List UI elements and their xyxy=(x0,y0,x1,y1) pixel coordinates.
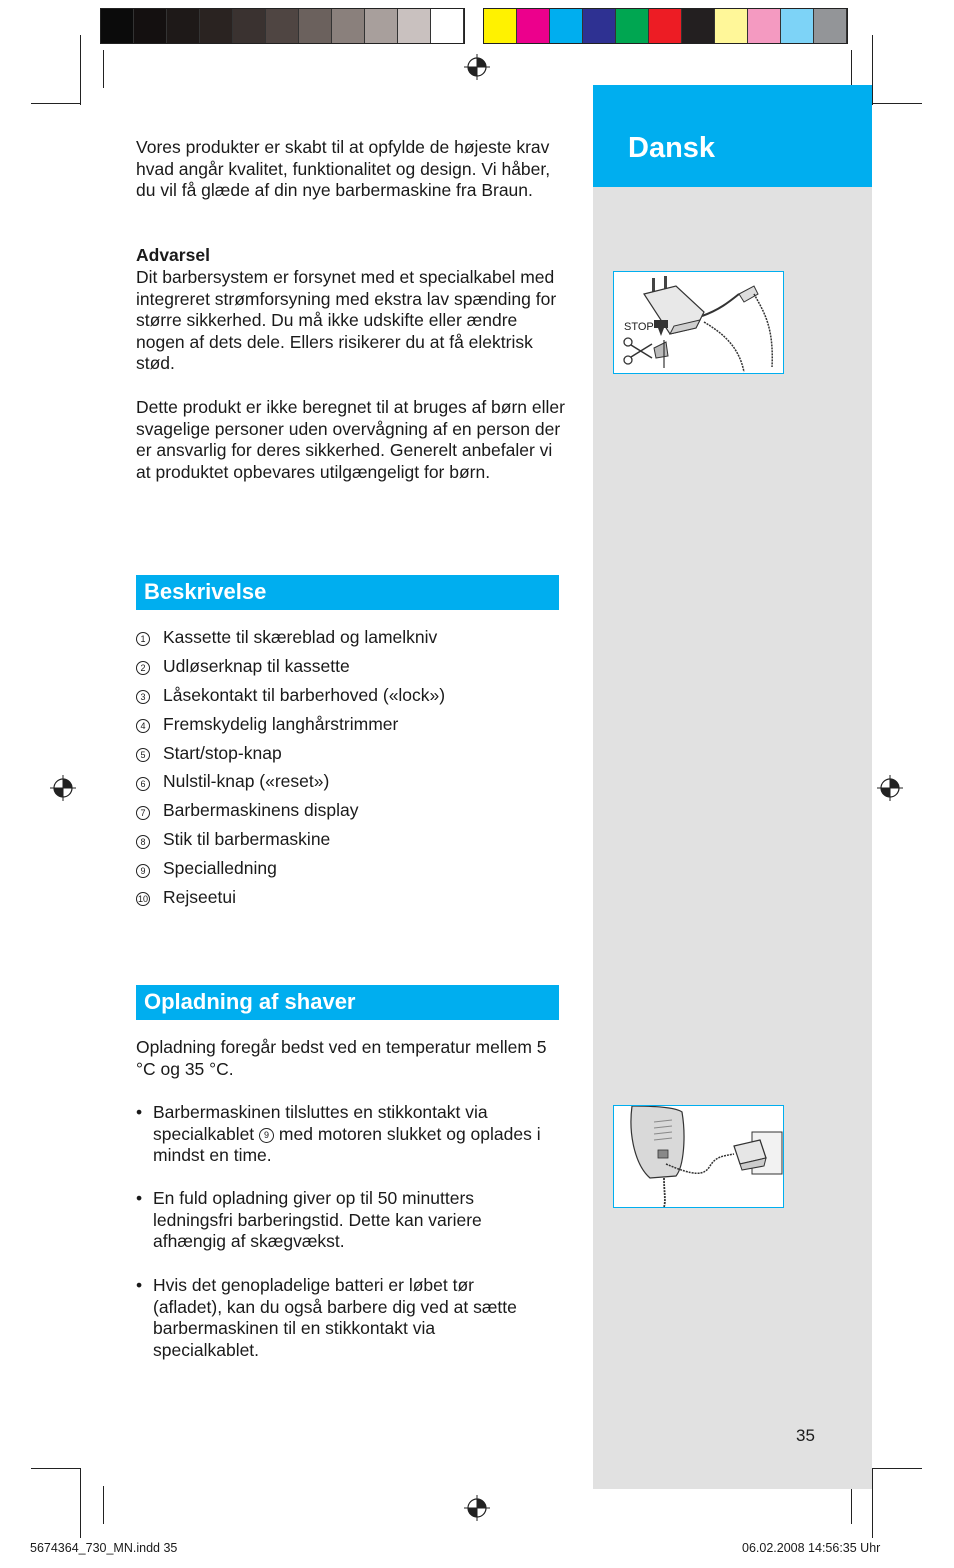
registration-mark-icon xyxy=(877,775,903,801)
part-number-circle: 4 xyxy=(136,719,150,733)
parts-list-item xyxy=(136,712,566,741)
parts-list-item xyxy=(136,769,566,798)
power-cable-warning-figure xyxy=(613,271,784,374)
language-title: Dansk xyxy=(628,132,716,164)
color-swatch xyxy=(616,9,649,43)
process-color-bar xyxy=(483,8,848,44)
charging-bullet-2 xyxy=(136,1188,566,1253)
color-swatch xyxy=(299,9,332,43)
part-number xyxy=(136,741,163,770)
color-swatch xyxy=(200,9,233,43)
registration-mark-icon xyxy=(464,54,490,80)
color-swatch xyxy=(715,9,748,43)
color-swatch xyxy=(682,9,715,43)
bullet-text: En fuld opladning giver op til 50 minutters ledningsfri barberingstid. Dette kan variere afhængig af skægvækst. xyxy=(153,1188,482,1252)
grayscale-color-bar xyxy=(100,8,465,44)
part-number-circle: 9 xyxy=(136,864,150,878)
part-number xyxy=(136,683,163,712)
crop-mark xyxy=(851,1486,852,1524)
charging-heading: Opladning af shaver xyxy=(144,989,356,1014)
reference-number: 9 xyxy=(259,1128,274,1143)
description-section-header xyxy=(136,575,559,610)
color-swatch xyxy=(583,9,616,43)
part-number-circle: 7 xyxy=(136,806,150,820)
color-swatch xyxy=(365,9,398,43)
part-label: Låsekontakt til barberhoved («lock») xyxy=(163,684,446,705)
description-heading: Beskrivelse xyxy=(144,579,267,604)
footer-timestamp: 06.02.2008 14:56:35 Uhr xyxy=(742,1541,881,1555)
parts-list-item xyxy=(136,654,566,683)
plug-cable-illustration-icon xyxy=(614,272,783,373)
part-label: Rejseetui xyxy=(163,887,236,908)
crop-mark xyxy=(103,50,104,88)
parts-list-item xyxy=(136,625,566,654)
part-number xyxy=(136,625,163,654)
part-number-circle: 10 xyxy=(137,894,148,905)
stop-label: STOP xyxy=(624,321,654,333)
part-label: Kassette til skæreblad og lamelkniv xyxy=(163,627,438,647)
charging-bullet-3 xyxy=(136,1275,566,1361)
color-swatch xyxy=(649,9,682,43)
color-swatch xyxy=(781,9,814,43)
color-swatch xyxy=(167,9,200,43)
bullet-point: • xyxy=(136,1275,143,1295)
parts-list-item xyxy=(136,741,566,770)
bullet-text: Hvis det genopladelige batteri er løbet tør (afladet), kan du også barbere dig ved at sætte barbermaskinen til en stikkontakt via specialkablet. xyxy=(153,1275,517,1360)
color-swatch xyxy=(101,9,134,43)
footer-file-info: 5674364_730_MN.indd 35 xyxy=(30,1541,178,1555)
crop-mark xyxy=(80,1468,81,1538)
color-swatch xyxy=(748,9,781,43)
crop-mark xyxy=(851,50,852,88)
part-number-circle: 3 xyxy=(136,690,150,704)
part-number xyxy=(136,827,163,856)
parts-list-item xyxy=(136,827,566,856)
part-label: Udløserknap til kassette xyxy=(163,655,350,676)
part-number xyxy=(136,769,163,798)
bullet-text xyxy=(153,1102,543,1167)
part-number-circle: 8 xyxy=(136,835,150,849)
bullet-point: • xyxy=(136,1102,143,1122)
bullet-text-end: med motoren slukket og oplades i mindst en time. xyxy=(153,1123,541,1166)
part-label: Stik til barbermaskine xyxy=(163,829,331,850)
bullet-text-start: Barbermaskinen tilsluttes en stikkontakt via specialkablet xyxy=(153,1102,488,1144)
crop-mark xyxy=(872,103,922,104)
charging-bullet-1 xyxy=(136,1102,566,1167)
color-swatch xyxy=(332,9,365,43)
children-warning-paragraph: Dette produkt er ikke beregnet til at bruges af børn eller svagelige personer uden overvågning af en person der er ansvarlig for deres sikkerhed. Generelt anbefaler vi at produktet opbevares utilgængeligt for børn. xyxy=(136,397,565,482)
part-label: Start/stop-knap xyxy=(163,742,282,763)
color-swatch xyxy=(550,9,583,43)
shaver-socket-illustration-icon xyxy=(614,1106,783,1207)
parts-list-item xyxy=(136,798,566,827)
color-swatch xyxy=(431,9,464,43)
part-number-circle: 1 xyxy=(136,632,150,646)
color-swatch xyxy=(484,9,517,43)
parts-list-item xyxy=(136,856,566,885)
color-swatch xyxy=(517,9,550,43)
intro-paragraph: Vores produkter er skabt til at opfylde de højeste krav hvad angår kvalitet, funktionalitet og design. Vi håber, du vil få glæde af din nye barbermaskine fra Braun. xyxy=(136,137,551,201)
shaver-charging-figure xyxy=(613,1105,784,1208)
crop-mark xyxy=(80,35,81,105)
charging-intro: Opladning foregår bedst ved en temperatur mellem 5 °C og 35 °C. xyxy=(136,1037,547,1079)
part-label: Nulstil-knap («reset») xyxy=(163,771,330,792)
part-number xyxy=(136,885,163,914)
color-swatch xyxy=(814,9,847,43)
part-label: Barbermaskinens display xyxy=(163,800,359,821)
part-label: Specialledning xyxy=(163,858,277,879)
part-label: Fremskydelig langhårstrimmer xyxy=(163,713,399,734)
color-swatch xyxy=(233,9,266,43)
warning-heading: Advarsel xyxy=(136,245,210,265)
registration-mark-icon xyxy=(50,775,76,801)
charging-section-header xyxy=(136,985,559,1020)
color-swatch xyxy=(398,9,431,43)
part-number-circle: 5 xyxy=(136,748,150,762)
crop-mark xyxy=(31,1468,81,1469)
parts-list-item xyxy=(136,683,566,712)
warning-paragraph: Dit barbersystem er forsynet med et specialkabel med integreret strømforsyning med ekstra lav spænding for større sikkerhed. Du må ikke udskifte eller ændre nogen af dets dele. Ellers risikerer du at få elektrisk stød. xyxy=(136,267,557,374)
bullet-point: • xyxy=(136,1188,143,1208)
color-swatch xyxy=(266,9,299,43)
color-swatch xyxy=(134,9,167,43)
part-number xyxy=(136,798,163,827)
part-number xyxy=(136,856,163,885)
parts-list xyxy=(136,625,566,914)
registration-mark-icon xyxy=(464,1495,490,1521)
crop-mark xyxy=(872,35,873,105)
crop-mark xyxy=(872,1468,873,1538)
part-number xyxy=(136,712,163,741)
part-number xyxy=(136,654,163,683)
parts-list-item xyxy=(136,885,566,914)
crop-mark xyxy=(31,103,81,104)
crop-mark xyxy=(872,1468,922,1469)
crop-mark xyxy=(103,1486,104,1524)
page-number: 35 xyxy=(796,1426,815,1445)
part-number-circle: 6 xyxy=(136,777,150,791)
part-number-circle: 2 xyxy=(136,661,150,675)
